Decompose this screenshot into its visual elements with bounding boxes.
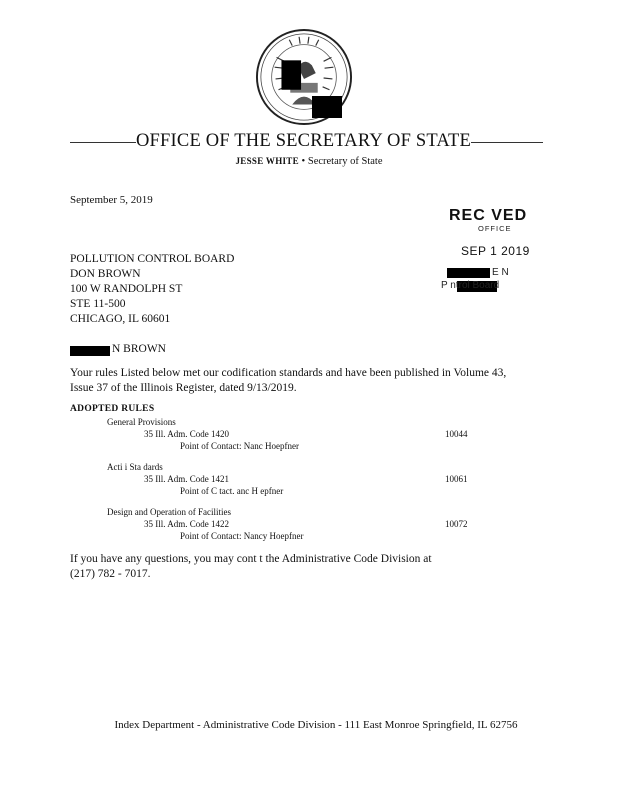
rule-code: 35 Ill. Adm. Code 1422 — [144, 519, 229, 529]
stamp-office: OFFICE — [478, 224, 512, 233]
redaction-box — [447, 268, 490, 278]
recipient-address — [70, 252, 234, 327]
rule-title: Acti i Sta dards — [107, 462, 163, 472]
rule-title: General Provisions — [107, 417, 176, 427]
rule-contact: Point of C tact. anc H epfner — [180, 486, 284, 496]
received-stamp: REC VED — [449, 207, 528, 224]
recipient-name: DON BROWN — [70, 268, 141, 280]
rule-code: 35 Ill. Adm. Code 1420 — [144, 429, 229, 439]
body-paragraph — [70, 366, 506, 395]
letterhead-subtitle: JESSE WHITE • Secretary of State — [235, 156, 383, 167]
redaction-box — [312, 96, 342, 118]
redaction-box — [70, 346, 110, 356]
closing-paragraph — [70, 552, 432, 582]
rule-title: Design and Operation of Facilities — [107, 507, 231, 517]
closing-line: If you have any questions, you may cont t the Administrative Code Division at — [70, 553, 432, 565]
rule-contact: Point of Contact: Nanc Hoepfner — [180, 441, 299, 451]
recipient-org: POLLUTION CONTROL BOARD — [70, 253, 235, 265]
adopted-rules-heading: ADOPTED RULES — [70, 404, 155, 414]
recipient-suite: STE 11-500 — [70, 298, 126, 310]
recipient-city: CHICAGO, IL 60601 — [70, 313, 171, 325]
letter-date: September 5, 2019 — [70, 194, 153, 206]
stamp-board: P ntrol Board — [441, 280, 500, 291]
rule-page: 10072 — [445, 519, 468, 529]
salutation: N BROWN — [112, 343, 166, 355]
stamp-line: E N — [492, 267, 509, 278]
recipient-street: 100 W RANDOLPH ST — [70, 283, 183, 295]
stamp-date: SEP 1 2019 — [461, 244, 530, 258]
letterhead-title: OFFICE OF THE SECRETARY OF STATE — [70, 131, 544, 152]
rule-code: 35 Ill. Adm. Code 1421 — [144, 474, 229, 484]
body-line: Your rules Listed below met our codification standards and have been published in Volume 43, — [70, 367, 507, 379]
closing-phone: (217) 782 - 7017. — [70, 568, 151, 580]
rule-page: 10061 — [445, 474, 468, 484]
footer-address: Index Department - Administrative Code Division - 111 East Monroe Springfield, IL 62756 — [114, 719, 518, 731]
rule-page: 10044 — [445, 429, 468, 439]
body-line: Issue 37 of the Illinois Register, dated 9/13/2019. — [70, 381, 297, 394]
rule-contact: Point of Contact: Nancy Hoepfner — [180, 531, 304, 541]
